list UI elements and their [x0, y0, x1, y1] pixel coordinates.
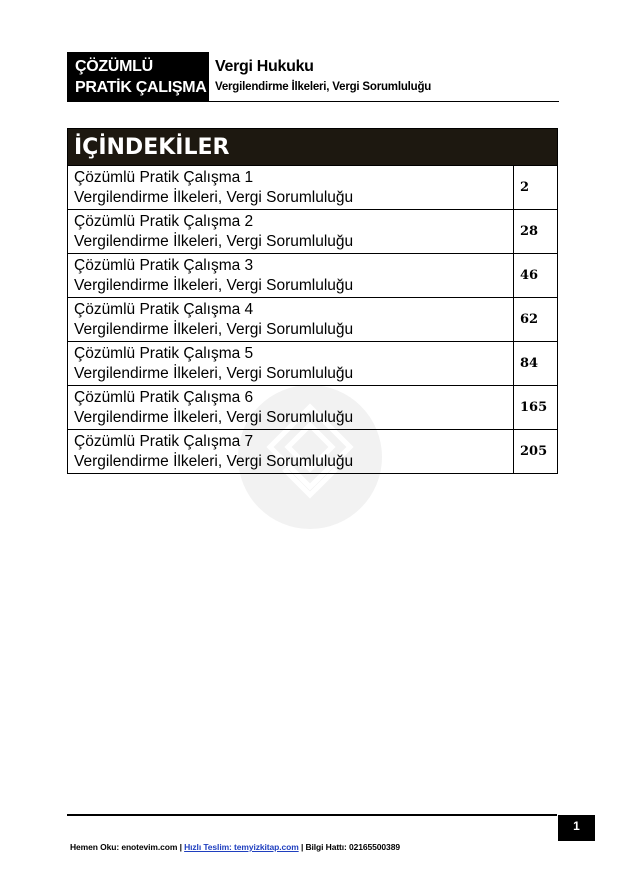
- toc-row[interactable]: [68, 385, 557, 429]
- toc-entry-title: Çözümlü Pratik Çalışma 1: [74, 169, 254, 186]
- toc-heading: İÇİNDEKİLER: [68, 129, 557, 165]
- toc-entry-subtitle: Vergilendirme İlkeleri, Vergi Sorumluluğu: [74, 365, 354, 382]
- toc-entry-title: Çözümlü Pratik Çalışma 3: [74, 257, 254, 274]
- footer-fast-delivery-link[interactable]: Hızlı Teslim: temyizkitap.com: [184, 842, 299, 852]
- footer-read-link[interactable]: Hemen Oku: enotevim.com: [70, 842, 178, 852]
- toc-entry-page: 205: [513, 430, 557, 473]
- toc-entry-title: Çözümlü Pratik Çalışma 2: [74, 213, 254, 230]
- toc-row[interactable]: [68, 297, 557, 341]
- header-badge: [67, 52, 209, 102]
- toc-entry-text: [68, 386, 513, 429]
- toc-entry-page: 84: [513, 342, 557, 385]
- footer-separator: |: [179, 842, 182, 852]
- toc-entry-title: Çözümlü Pratik Çalışma 7: [74, 433, 254, 450]
- toc-entry-text: [68, 430, 513, 473]
- footer-divider: [67, 814, 557, 816]
- toc-entry-text: [68, 210, 513, 253]
- header-subtitle: Vergilendirme İlkeleri, Vergi Sorumluluğu: [215, 81, 432, 93]
- toc-entry-subtitle: Vergilendirme İlkeleri, Vergi Sorumluluğu: [74, 453, 354, 470]
- toc-entry-page: 28: [513, 210, 557, 253]
- toc-entry-page: 165: [513, 386, 557, 429]
- toc-entry-text: [68, 254, 513, 297]
- toc-entry-page: 62: [513, 298, 557, 341]
- header-titles: [209, 52, 559, 102]
- toc-entry-text: [68, 166, 513, 209]
- page-number: 1: [558, 815, 595, 841]
- header-badge-line1: ÇÖZÜMLÜ: [75, 58, 153, 75]
- toc-entry-text: [68, 342, 513, 385]
- toc-entry-title: Çözümlü Pratik Çalışma 4: [74, 301, 254, 318]
- toc-row[interactable]: [68, 165, 557, 209]
- toc-row[interactable]: [68, 209, 557, 253]
- toc-entry-subtitle: Vergilendirme İlkeleri, Vergi Sorumluluğu: [74, 189, 354, 206]
- toc-entry-page: 2: [513, 166, 557, 209]
- toc-entry-title: Çözümlü Pratik Çalışma 5: [74, 345, 254, 362]
- table-of-contents: [67, 128, 558, 474]
- toc-entry-title: Çözümlü Pratik Çalışma 6: [74, 389, 254, 406]
- toc-entry-subtitle: Vergilendirme İlkeleri, Vergi Sorumluluğu: [74, 409, 354, 426]
- toc-row[interactable]: [68, 341, 557, 385]
- header-title: Vergi Hukuku: [215, 58, 314, 75]
- toc-entry-subtitle: Vergilendirme İlkeleri, Vergi Sorumluluğu: [74, 277, 354, 294]
- footer-separator: |: [300, 842, 304, 852]
- header-badge-line2: PRATİK ÇALIŞMA: [75, 79, 207, 96]
- toc-entry-text: [68, 298, 513, 341]
- footer-text: [70, 842, 400, 852]
- toc-row[interactable]: [68, 253, 557, 297]
- toc-entry-subtitle: Vergilendirme İlkeleri, Vergi Sorumluluğu: [74, 233, 354, 250]
- toc-row[interactable]: [68, 429, 557, 473]
- toc-entry-subtitle: Vergilendirme İlkeleri, Vergi Sorumluluğu: [74, 321, 354, 338]
- footer-info-line: Bilgi Hattı: 02165500389: [305, 842, 400, 852]
- toc-entry-page: 46: [513, 254, 557, 297]
